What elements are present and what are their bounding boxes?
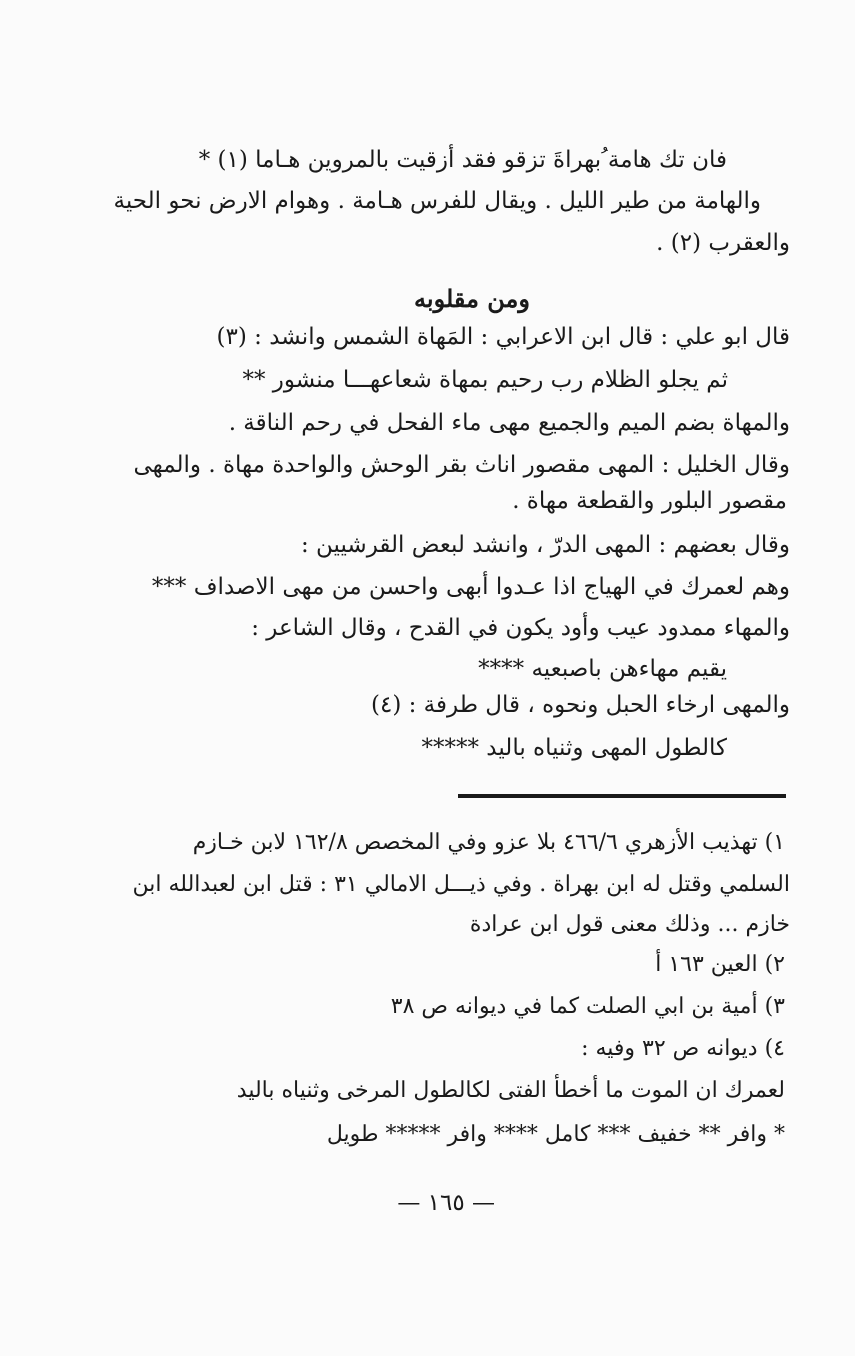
footnote-line: ٤) ديوانه ص ٣٢ وفيه :: [581, 1036, 785, 1061]
footnote-line: ٢) العين ١٦٣ أ: [655, 952, 785, 977]
page-number: — ١٦٥ —: [397, 1190, 495, 1216]
verse-line: كالطول المهى وثنياه باليد *****: [421, 735, 727, 761]
footnote-line: ٣) أمية بن ابي الصلت كما في ديوانه ص ٣٨: [390, 994, 785, 1019]
verse-line: فان تك هامة ُبهراةَ تزقو فقد أزقيت بالمروين هـاما (١) *: [198, 147, 727, 173]
text-line: والهامة من طير الليل . ويقال للفرس هـامة . وهوام الارض نحو الحية: [113, 188, 761, 214]
footnote-line: ١) تهذيب الأزهري ٤٦٦/٦ بلا عزو وفي المخصص ١٦٢/٨ لابن خـازم: [192, 830, 785, 855]
text-line: وقال بعضهم : المهى الدرّ ، وانشد لبعض القرشيين :: [300, 532, 790, 558]
text-line: والمهاء ممدود عيب وأود يكون في القدح ، وقال الشاعر :: [251, 615, 790, 641]
verse-line: ثم يجلو الظلام رب رحيم بمهاة شعاعهـــا منشور **: [242, 367, 728, 393]
meter-legend: * وافر ** خفيف *** كامل **** وافر ***** طويل: [326, 1122, 785, 1147]
footnote-line: السلمي وقتل له ابن بهراة . وفي ذيـــل الامالي ٣١ : قتل ابن لعبدالله ابن: [132, 872, 790, 897]
text-line: والمهاة بضم الميم والجميع مهى ماء الفحل في رحم الناقة .: [228, 410, 790, 436]
verse-line: وهم لعمرك في الهياج اذا عـدوا أبهى واحسن من مهى الاصداف ***: [151, 574, 790, 600]
text-line: مقصور البلور والقطعة مهاة .: [512, 488, 787, 514]
text-line: والمهى ارخاء الحبل ونحوه ، قال طرفة : (٤): [370, 692, 790, 718]
text-line: وقال الخليل : المهى مقصور اناث بقر الوحش والواحدة مهاة . والمهى: [133, 452, 790, 478]
footnote-rule: [458, 794, 786, 798]
section-heading: ومن مقلوبه: [414, 284, 530, 313]
text-line: والعقرب (٢) .: [656, 230, 790, 256]
verse-line: يقيم مهاءهن باصبعيه ****: [478, 656, 727, 682]
footnote-line: خازم ... وذلك معنى قول ابن عرادة: [469, 912, 790, 937]
verse-line: لعمرك ان الموت ما أخطأ الفتى لكالطول المرخى وثنياه باليد: [236, 1078, 785, 1103]
text-line: قال ابو علي : قال ابن الاعرابي : المَهاة الشمس وانشد : (٣): [216, 324, 790, 350]
